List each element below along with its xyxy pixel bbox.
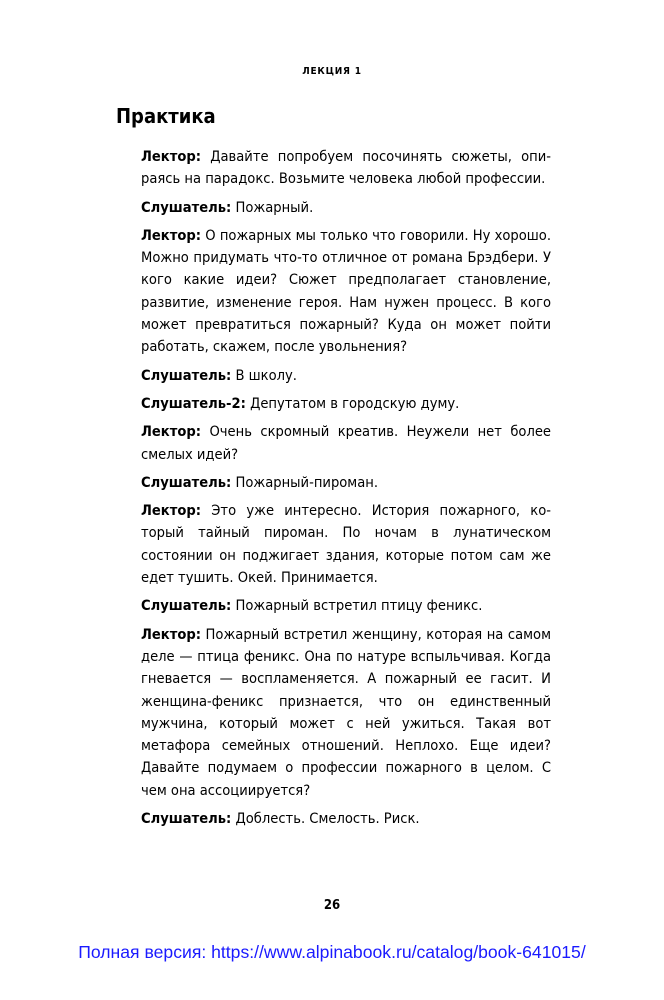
full-version-link[interactable]: Полная версия: https://www.alpinabook.ru/catalog/book-641015/ <box>78 942 586 962</box>
paragraph-text: Пожарный-пироман. <box>231 473 379 491</box>
paragraph-text: Доблесть. Смелость. Риск. <box>231 810 420 828</box>
dialogue-paragraph <box>141 225 551 359</box>
speaker-label: Лектор: <box>141 625 202 643</box>
dialogue-paragraph <box>141 595 551 617</box>
speaker-label: Лектор: <box>141 148 202 165</box>
speaker-label: Слушатель: <box>141 198 232 216</box>
dialogue-paragraph <box>141 624 551 802</box>
paragraph-text: Депутатом в городскую думу. <box>245 394 460 412</box>
dialogue-paragraph <box>141 500 551 589</box>
paragraph-text: Пожарный встретил птицу феникс. <box>231 597 483 615</box>
speaker-label: Слушатель: <box>141 473 232 491</box>
speaker-label: Слушатель: <box>141 366 232 384</box>
speaker-label: Лектор: <box>141 423 202 441</box>
paragraph-text: Это уже интересно. История пожарного, который тайный пироман. По ночам в лунатическом состоянии он поджигает здания, которые потом сам же едет тушить. Окей. Принимается. <box>141 502 551 587</box>
dialogue-paragraph <box>141 146 551 191</box>
paragraph-text: Пожарный. <box>231 198 314 216</box>
dialogue-body <box>141 146 551 836</box>
dialogue-paragraph <box>141 808 551 830</box>
dialogue-paragraph <box>141 197 551 219</box>
paragraph-text: В школу. <box>231 366 297 384</box>
page-number: 26 <box>323 898 341 913</box>
dialogue-paragraph <box>141 472 551 494</box>
speaker-label: Слушатель-2: <box>141 394 246 412</box>
speaker-label: Лектор: <box>141 226 202 244</box>
running-head: ЛЕКЦИЯ 1 <box>302 66 362 77</box>
paragraph-text: О пожарных мы только что говорили. Ну хорошо. Можно придумать что-то отличное от романа Брэдбери. У кого какие идеи? Сюжет предполагает становление, развитие, изменение героя. Нам нужен процесс. В кого может превратиться пожарный? Куда он может пойти работать, скажем, после увольнения? <box>141 226 551 356</box>
paragraph-text: Пожарный встретил женщину, которая на самом деле — птица феникс. Она по натуре вспыльчивая. Когда гневается — воспламеняется. А пожарный ее гасит. И женщина-феникс признается, что он единственный мужчина, который может с ней ужиться. Такая вот метафора семейных отношений. Неплохо. Еще идеи? Давайте подумаем о профессии пожарного в целом. С чем она ассоциируется? <box>141 625 551 799</box>
paragraph-text: Давайте попробуем посочинять сюжеты, опираясь на парадокс. Возьмите человека любой профессии. <box>141 148 551 188</box>
section-title: Практика <box>116 104 216 128</box>
paragraph-text: Очень скромный креатив. Неужели нет более смелых идей? <box>141 423 551 463</box>
speaker-label: Слушатель: <box>141 597 232 615</box>
dialogue-paragraph <box>141 421 551 466</box>
speaker-label: Слушатель: <box>141 810 232 828</box>
speaker-label: Лектор: <box>141 502 202 520</box>
dialogue-paragraph <box>141 393 551 415</box>
dialogue-paragraph <box>141 365 551 387</box>
